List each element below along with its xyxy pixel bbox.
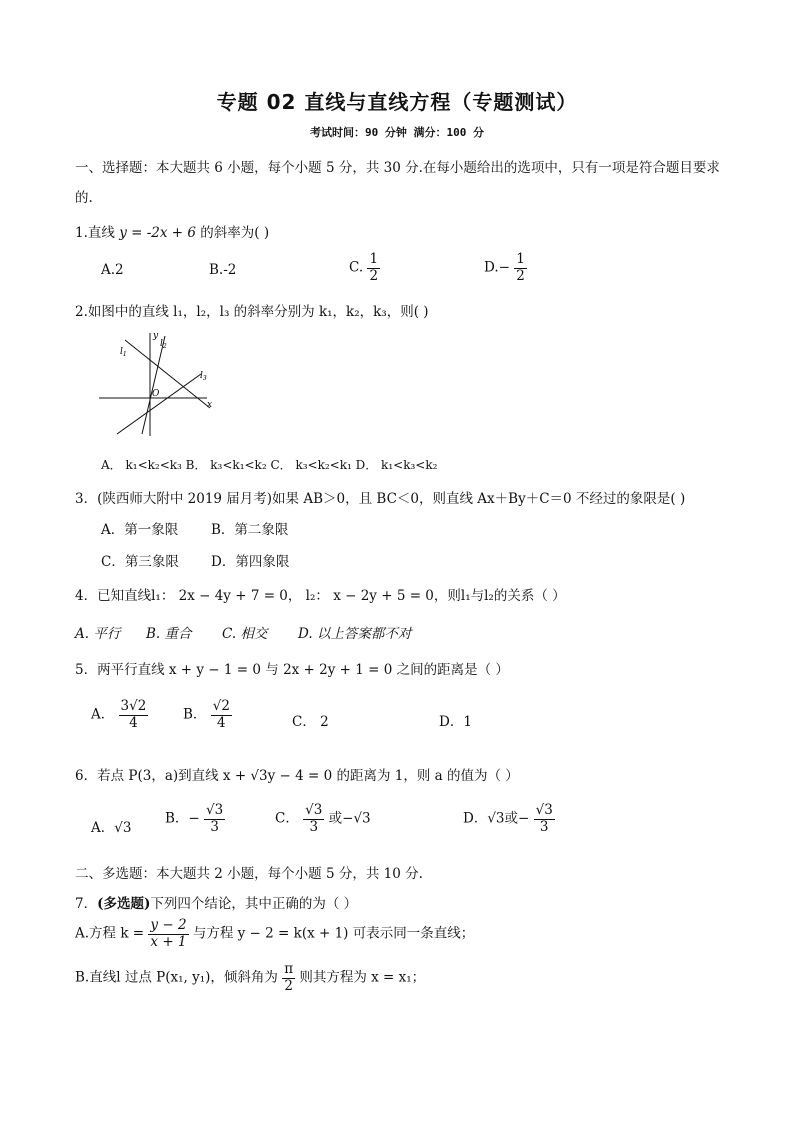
q7-stem — [75, 892, 357, 912]
numerator: 1 — [516, 251, 525, 267]
q2-figure — [93, 328, 218, 440]
q1-option-c-label: C. — [349, 259, 364, 276]
q4-option-c: C. 相交 — [222, 626, 268, 642]
q5-option-a-label: A． — [91, 706, 115, 723]
q5-option-b-fraction — [211, 699, 232, 731]
denominator: 2 — [284, 977, 293, 994]
q1-stem — [75, 221, 269, 241]
q5-option-d: D．1 — [439, 714, 472, 730]
q3-stem: 3．(陕西师大附中 2019 届月考)如果 AB＞0，且 BC＜0，则直线 Ax＋By＋C＝0 不经过的象限是( ) — [75, 491, 686, 507]
q1-stem-pre: 1.直线 — [75, 225, 115, 241]
label-l2: $l_2$ — [160, 339, 167, 350]
q5-stem: 5．两平行直线 x + y − 1 = 0 与 2x + 2y + 1 = 0 之间的距离是（ ） — [75, 662, 509, 678]
q7-b-post: 则其方程为 x = x₁； — [299, 969, 426, 986]
q6-option-c-suffix: 或−√3 — [328, 810, 371, 827]
q7-b-pre: B.直线l 过点 P(x₁, y₁)，倾斜角为 — [75, 969, 278, 986]
q6-option-b-label: B．− — [165, 810, 200, 827]
q6-option-d-label: D．√3或− — [463, 810, 530, 827]
q6-option-d — [463, 803, 555, 835]
denominator: 3 — [309, 818, 319, 835]
numerator: √3 — [535, 802, 553, 818]
q7-stem-text: 下列四个结论，其中正确的为（ ） — [150, 896, 358, 912]
q7-statement-b — [75, 962, 425, 994]
q3-option-c: C．第三象限 — [101, 554, 179, 570]
q6-stem: 6．若点 P(3，a)到直线 x + √3y − 4 = 0 的距离为 1，则 a 的值为（ ） — [75, 768, 519, 784]
q7-statement-a — [75, 918, 474, 950]
q7-number: 7． — [75, 896, 98, 912]
q4-option-b: B. 重合 — [146, 626, 192, 642]
denominator: 3 — [210, 818, 219, 835]
q7-a-fraction — [148, 918, 188, 950]
numerator: 1 — [369, 251, 379, 267]
section1-heading-cont: 的. — [75, 190, 93, 206]
line-l2 — [142, 336, 165, 434]
q1-expression: y = -2x + 6 — [119, 225, 196, 241]
q4-option-d: D. 以上答案都不对 — [298, 626, 412, 642]
label-x: x — [207, 400, 213, 410]
label-origin: O — [152, 389, 160, 399]
q5-option-b — [183, 699, 232, 731]
q4-stem: 4．已知直线l₁： 2x − 4y + 7 = 0， l₂： x − 2y + 5 = 0，则l₁与l₂的关系（ ） — [75, 588, 566, 604]
numerator: y − 2 — [150, 917, 187, 933]
q7-a-pre: A.方程 k = — [75, 925, 145, 942]
q1-option-c — [349, 252, 380, 284]
section2-heading: 二、多选题：本大题共 2 小题，每个小题 5 分，共 10 分. — [75, 866, 423, 882]
q5-option-c: C． 2 — [292, 714, 329, 730]
label-l1: $l_1$ — [120, 347, 127, 358]
q6-option-d-fraction — [534, 803, 555, 835]
q6-option-c — [275, 803, 371, 835]
label-l3: $l_3$ — [200, 371, 207, 382]
q5-option-b-label: B． — [183, 706, 207, 723]
q1-option-d — [484, 252, 527, 284]
label-y: y — [153, 331, 159, 341]
q7-b-fraction — [282, 962, 295, 994]
exam-info: 考试时间：90 分钟 满分：100 分 — [310, 126, 484, 139]
q6-option-c-label: C． — [275, 810, 299, 827]
q6-option-b — [165, 803, 225, 835]
denominator: 4 — [129, 714, 138, 731]
q5-option-a-fraction — [119, 699, 149, 731]
denominator: x + 1 — [150, 933, 187, 950]
page-title: 专题 02 直线与直线方程（专题测试） — [216, 90, 578, 114]
q1-option-a: A.2 — [101, 262, 124, 278]
denominator: 4 — [217, 714, 226, 731]
q1-option-d-fraction — [514, 252, 527, 284]
q7-tag: (多选题) — [97, 896, 151, 912]
denominator: 2 — [516, 267, 525, 284]
q1-option-b: B.-2 — [209, 262, 237, 278]
section1-heading: 一、选择题：本大题共 6 小题，每个小题 5 分，共 30 分.在每小题给出的选项中，只有一项是符合题目要求 — [75, 160, 720, 176]
q6-option-a: A．√3 — [91, 820, 132, 836]
q1-option-d-label: D.− — [484, 259, 510, 276]
numerator: √2 — [212, 698, 230, 714]
numerator: √3 — [206, 802, 224, 818]
numerator: √3 — [305, 802, 323, 818]
denominator: 3 — [539, 818, 549, 835]
q6-option-b-fraction — [204, 803, 225, 835]
q6-option-c-fraction — [303, 803, 324, 835]
q3-option-a: A．第一象限 — [101, 522, 179, 538]
q3-option-b: B．第二象限 — [211, 522, 289, 538]
q4-option-a: A. 平行 — [75, 626, 121, 642]
denominator: 2 — [369, 267, 379, 284]
q2-options: A． k₁<k₂<k₃ B． k₃<k₁<k₂ C． k₃<k₂<k₁ D． k₁<k₃<k₂ — [101, 458, 438, 472]
q3-option-d: D．第四象限 — [211, 554, 290, 570]
q1-option-c-fraction — [367, 252, 380, 284]
numerator: 3√2 — [120, 698, 147, 714]
q7-a-post: 与方程 y − 2 = k(x + 1) 可表示同一条直线； — [192, 925, 475, 942]
q5-option-a — [91, 699, 148, 731]
numerator: π — [284, 961, 294, 977]
q1-stem-post: 的斜率为( ) — [200, 225, 270, 241]
line-l3 — [117, 374, 201, 434]
q2-stem: 2.如图中的直线 l₁，l₂，l₃ 的斜率分别为 k₁，k₂，k₃，则( ) — [75, 304, 429, 320]
